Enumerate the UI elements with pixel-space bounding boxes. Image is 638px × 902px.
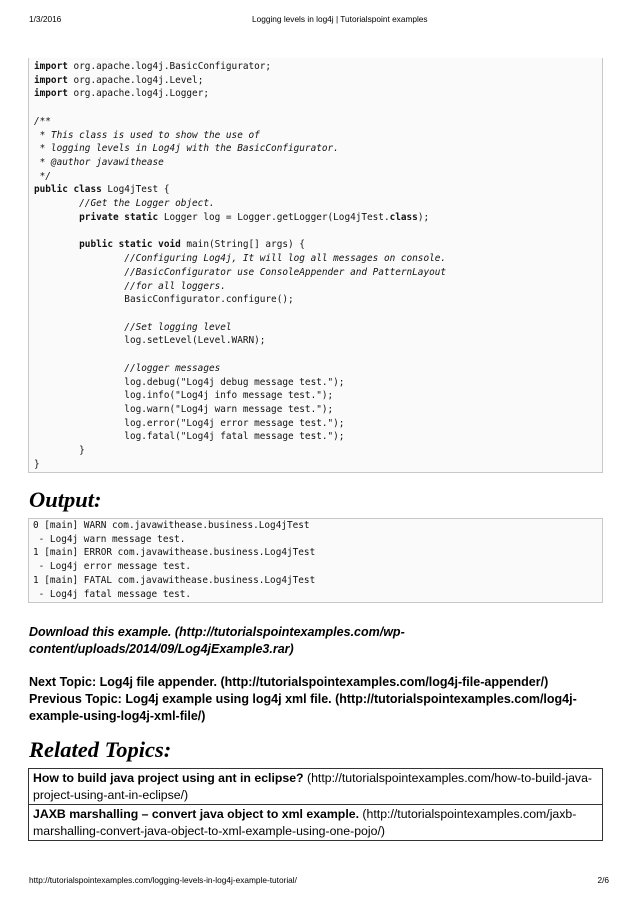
code-line xyxy=(34,307,602,321)
previous-topic-line: example-using-log4j-xml-file/) xyxy=(29,708,206,723)
related-topic-first-line xyxy=(33,806,598,823)
print-date: 1/3/2016 xyxy=(29,14,62,24)
code-line xyxy=(34,293,602,307)
code-keyword: public class xyxy=(34,184,102,196)
code-text: log.fatal("Log4j fatal message test."); xyxy=(34,431,345,443)
download-link-line: content/uploads/2014/09/Log4jExample3.rar) xyxy=(29,641,294,656)
code-line xyxy=(34,87,602,101)
code-text: org.apache.log4j.Logger; xyxy=(67,88,209,100)
related-topics-table xyxy=(28,768,603,841)
code-line xyxy=(34,211,602,225)
code-text: } xyxy=(34,445,85,457)
code-keyword: import xyxy=(34,61,68,72)
print-page-title: Logging levels in log4j | Tutorialspoint examples xyxy=(252,14,428,24)
output-line: - Log4j warn message test. xyxy=(33,533,186,545)
code-comment: * logging levels in Log4j with the BasicConfigurator. xyxy=(34,143,339,155)
code-keyword: import xyxy=(34,74,68,86)
code-line xyxy=(34,389,602,403)
related-topic-first-line xyxy=(33,770,598,787)
code-comment: //Set logging level xyxy=(34,321,232,333)
related-topic-row xyxy=(29,805,603,841)
code-line xyxy=(34,376,602,390)
code-text: main(String[] args) { xyxy=(180,239,305,251)
code-comment: /** xyxy=(34,115,51,127)
print-page-url: http://tutorialspointexamples.com/logging-levels-in-log4j-example-tutorial/ xyxy=(29,875,297,885)
related-topic-cell xyxy=(29,805,603,841)
code-keyword: class xyxy=(389,211,418,223)
code-block xyxy=(28,58,603,473)
code-line xyxy=(34,430,602,444)
code-text: log.error("Log4j error message test."); xyxy=(34,417,345,429)
related-topics-heading: Related Topics: xyxy=(29,737,172,762)
code-text: org.apache.log4j.Level; xyxy=(67,74,204,86)
code-line xyxy=(34,183,602,197)
code-line xyxy=(34,101,602,115)
code-text: } xyxy=(34,458,40,470)
code-text: org.apache.log4j.BasicConfigurator; xyxy=(67,61,272,72)
code-keyword: public static void xyxy=(34,239,181,251)
code-line xyxy=(34,129,602,143)
code-line xyxy=(34,115,602,129)
code-text: ); xyxy=(417,211,430,223)
related-topic-url: marshalling-convert-java-object-to-xml-example-using-one-pojo/) xyxy=(33,824,385,838)
code-text: Log4jTest { xyxy=(101,184,170,196)
code-line xyxy=(34,321,602,335)
code-line xyxy=(34,403,602,417)
code-line xyxy=(34,458,602,472)
previous-topic-link[interactable] xyxy=(29,691,577,725)
related-topic-url: (http://tutorialspointexamples.com/jaxb- xyxy=(362,807,577,821)
download-example-link[interactable] xyxy=(29,624,405,657)
code-line xyxy=(34,362,602,376)
code-comment: * @author javawithease xyxy=(34,157,164,169)
related-topic-url: (http://tutorialspointexamples.com/how-to-build-java- xyxy=(307,771,593,785)
output-line: 0 [main] WARN com.javawithease.business.Log4jTest xyxy=(33,520,310,531)
code-line xyxy=(34,197,602,211)
related-topic-url: project-using-ant-in-eclipse/) xyxy=(33,788,189,802)
related-topic-row xyxy=(29,769,603,805)
code-text: log.warn("Log4j warn message test."); xyxy=(34,403,334,415)
output-line: 1 [main] FATAL com.javawithease.business.Log4jTest xyxy=(33,574,316,586)
code-line xyxy=(34,225,602,239)
related-topic-cell xyxy=(29,769,603,805)
previous-topic-line: Previous Topic: Log4j example using log4j xml file. (http://tutorialspointexamples.com/log4j- xyxy=(29,691,577,706)
code-keyword: import xyxy=(34,88,68,100)
output-heading: Output: xyxy=(29,487,102,512)
code-line xyxy=(34,238,602,252)
code-line xyxy=(34,266,602,280)
related-topic-title: JAXB marshalling – convert java object to xml example. xyxy=(33,807,359,821)
code-line xyxy=(34,444,602,458)
code-line xyxy=(34,156,602,170)
code-text: log.debug("Log4j debug message test."); xyxy=(34,376,345,388)
code-text: Logger log = Logger.getLogger(Log4jTest. xyxy=(158,211,390,223)
code-text: log.setLevel(Level.WARN); xyxy=(34,335,266,347)
code-comment: * This class is used to show the use of xyxy=(34,129,260,141)
download-link-line: Download this example. (http://tutorialspointexamples.com/wp- xyxy=(29,625,405,639)
page-number: 2/6 xyxy=(597,875,609,885)
next-topic-link[interactable]: Next Topic: Log4j file appender. (http://tutorialspointexamples.com/log4j-file-appender/) xyxy=(29,674,549,689)
code-line xyxy=(34,280,602,294)
code-line xyxy=(34,417,602,431)
code-line xyxy=(34,170,602,184)
code-comment: //Get the Logger object. xyxy=(34,198,215,210)
output-line: - Log4j error message test. xyxy=(33,561,192,573)
related-topic-link[interactable] xyxy=(33,806,598,840)
output-line: 1 [main] ERROR com.javawithease.business.Log4jTest xyxy=(33,547,316,559)
code-line xyxy=(34,334,602,348)
code-text: BasicConfigurator.configure(); xyxy=(34,294,294,306)
code-comment: //logger messages xyxy=(34,362,221,374)
code-line xyxy=(34,252,602,266)
code-comment: //BasicConfigurator use ConsoleAppender and PatternLayout xyxy=(34,266,447,278)
code-line xyxy=(34,74,602,88)
output-line: - Log4j fatal message test. xyxy=(33,588,192,600)
related-topic-link[interactable] xyxy=(33,770,598,804)
code-line xyxy=(34,348,602,362)
code-comment: */ xyxy=(34,170,51,182)
code-line xyxy=(34,60,602,74)
code-comment: //Configuring Log4j, It will log all messages on console. xyxy=(34,253,447,265)
code-text: log.info("Log4j info message test."); xyxy=(34,390,334,402)
code-keyword: private static xyxy=(34,211,159,223)
related-topic-title: How to build java project using ant in eclipse? xyxy=(33,771,304,785)
code-comment: //for all loggers. xyxy=(34,280,226,292)
code-line xyxy=(34,142,602,156)
output-block xyxy=(28,518,603,603)
